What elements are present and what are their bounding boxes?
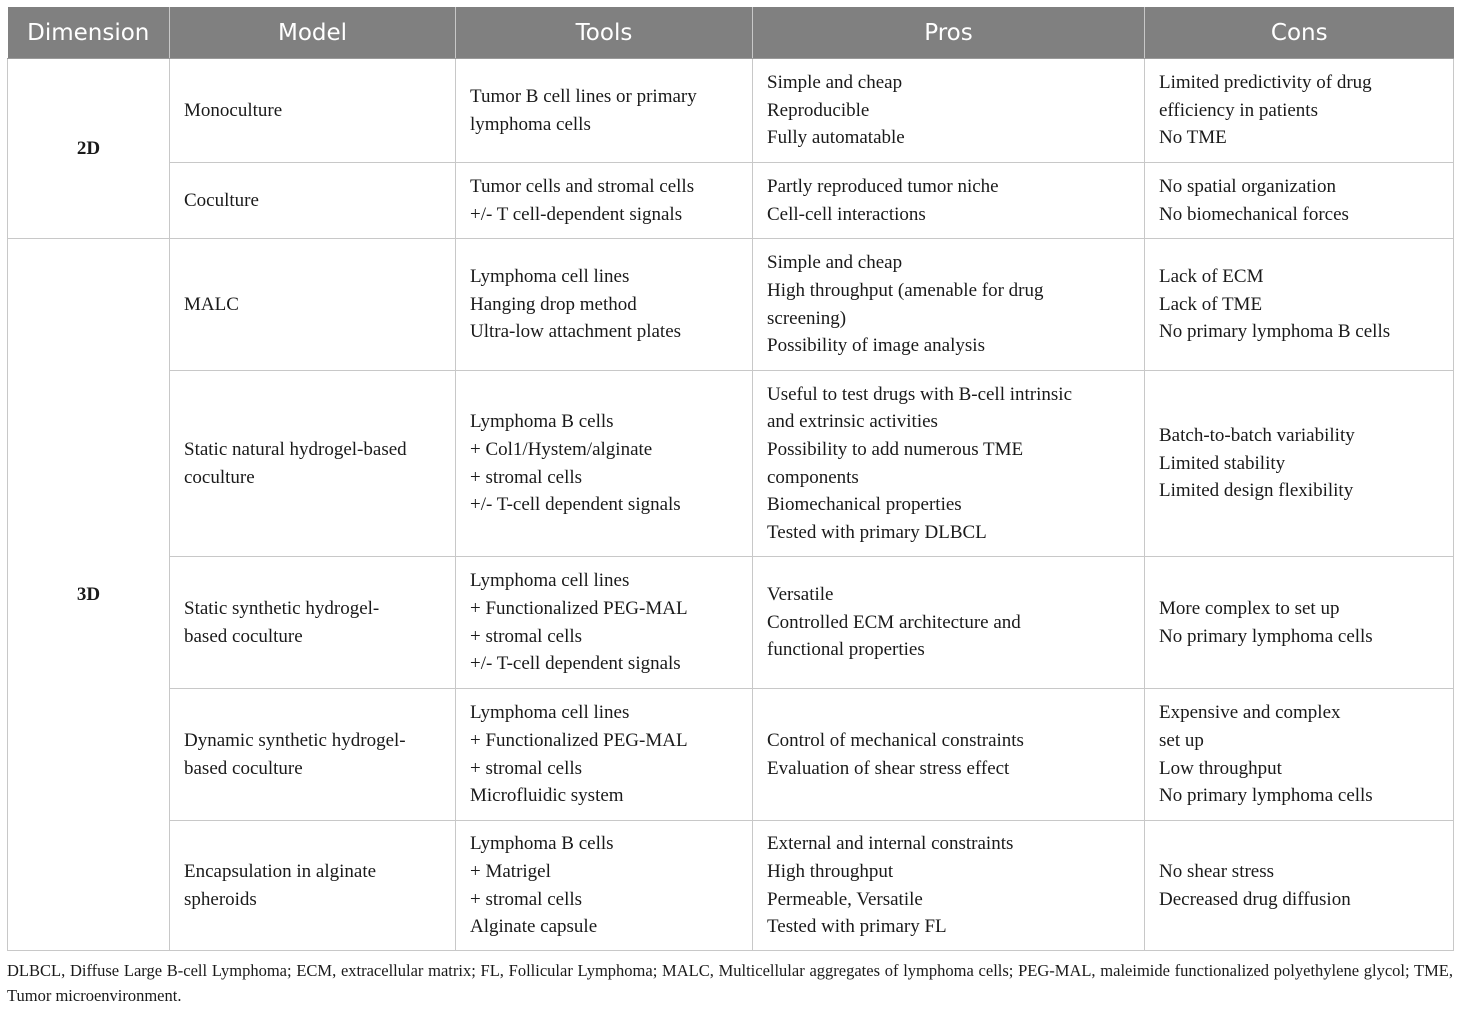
tools-text-line: +/- T-cell dependent signals xyxy=(470,494,681,516)
model-cell xyxy=(170,59,456,163)
pros-text-line: functional properties xyxy=(767,639,925,661)
cons-text-line: No spatial organization xyxy=(1159,175,1336,197)
pros-text-line: Permeable, Versatile xyxy=(767,888,923,910)
table-body xyxy=(8,59,1454,951)
cons-text-line: Limited stability xyxy=(1159,452,1286,474)
cons-text-line: Limited predictivity of drug xyxy=(1159,72,1372,94)
pros-text-line: Controlled ECM architecture and xyxy=(767,611,1021,633)
tools-text-line: +/- T-cell dependent signals xyxy=(470,653,681,675)
tools-text-line: Lymphoma B cells xyxy=(470,411,614,433)
model-text-line: Encapsulation in alginate xyxy=(184,860,377,882)
tools-cell xyxy=(456,371,753,557)
pros-cell xyxy=(753,239,1145,371)
tools-cell xyxy=(456,59,753,163)
tools-text-line: Tumor B cell lines or primary xyxy=(470,85,697,107)
tools-cell xyxy=(456,557,753,689)
header-row xyxy=(8,7,1454,59)
tools-text-line: Hanging drop method xyxy=(470,293,637,315)
cons-cell xyxy=(1145,59,1454,163)
model-text-line: based coculture xyxy=(184,625,303,647)
pros-text-line: Simple and cheap xyxy=(767,252,903,274)
cons-text-line: Lack of ECM xyxy=(1159,266,1264,288)
tools-cell xyxy=(456,239,753,371)
tools-text-line: + stromal cells xyxy=(470,625,583,647)
model-cell xyxy=(170,371,456,557)
pros-cell xyxy=(753,163,1145,239)
cons-text-line: Expensive and complex xyxy=(1159,702,1341,724)
table-row xyxy=(8,689,1454,821)
cons-cell xyxy=(1145,239,1454,371)
comparison-table xyxy=(7,7,1454,951)
tools-text-line: Lymphoma cell lines xyxy=(470,266,630,288)
pros-text-line: Cell-cell interactions xyxy=(767,203,926,225)
model-text-line: Monoculture xyxy=(184,99,283,121)
model-cell xyxy=(170,689,456,821)
cons-text-line: Low throughput xyxy=(1159,757,1282,779)
cons-text-line: Batch-to-batch variability xyxy=(1159,425,1355,447)
footnote: DLBCL, Diffuse Large B-cell Lymphoma; ECM, extracellular matrix; FL, Follicular Lymphoma; MALC, Multicellular aggregates of lymphoma cells; PEG-MAL, maleimide functionalized polyethylene glycol; TME, Tumor microenvironment. xyxy=(7,961,1453,1005)
pros-cell xyxy=(753,371,1145,557)
table-row xyxy=(8,163,1454,239)
cons-cell xyxy=(1145,821,1454,951)
tools-text-line: + stromal cells xyxy=(470,466,583,488)
table-container xyxy=(7,7,1453,951)
cons-cell xyxy=(1145,163,1454,239)
cons-text-line: No primary lymphoma cells xyxy=(1159,785,1373,807)
table-row xyxy=(8,239,1454,371)
dimension-cell: 3D xyxy=(8,239,170,951)
pros-cell xyxy=(753,59,1145,163)
table-row xyxy=(8,371,1454,557)
pros-text-line: Versatile xyxy=(767,584,834,606)
tools-text-line: +/- T cell-dependent signals xyxy=(470,203,683,225)
cons-cell xyxy=(1145,371,1454,557)
tools-text-line: + stromal cells xyxy=(470,888,583,910)
cons-text-line: No primary lymphoma cells xyxy=(1159,625,1373,647)
cons-text-line: Limited design flexibility xyxy=(1159,480,1354,502)
model-text-line: Dynamic synthetic hydrogel- xyxy=(184,729,406,751)
pros-cell xyxy=(753,557,1145,689)
model-cell xyxy=(170,239,456,371)
cons-text-line: No biomechanical forces xyxy=(1159,203,1349,225)
tools-cell xyxy=(456,689,753,821)
pros-text-line: Possibility of image analysis xyxy=(767,335,985,357)
tools-text-line: Alginate capsule xyxy=(470,916,598,938)
pros-text-line: Evaluation of shear stress effect xyxy=(767,757,1010,779)
model-text-line: based coculture xyxy=(184,757,303,779)
pros-text-line: Tested with primary FL xyxy=(767,916,947,938)
pros-text-line: screening) xyxy=(767,307,847,329)
pros-text-line: Control of mechanical constraints xyxy=(767,729,1024,751)
header-dimension: Dimension xyxy=(8,7,170,59)
cons-text-line: No TME xyxy=(1159,127,1227,149)
model-text-line: Static natural hydrogel-based xyxy=(184,438,407,460)
tools-text-line: Lymphoma B cells xyxy=(470,833,614,855)
pros-text-line: Reproducible xyxy=(767,99,870,121)
model-text-line: spheroids xyxy=(184,888,257,910)
header-model: Model xyxy=(170,7,456,59)
pros-text-line: Tested with primary DLBCL xyxy=(767,521,987,543)
model-cell xyxy=(170,557,456,689)
tools-text-line: Lymphoma cell lines xyxy=(470,570,630,592)
tools-text-line: Tumor cells and stromal cells xyxy=(470,175,695,197)
cons-cell xyxy=(1145,557,1454,689)
header-cons: Cons xyxy=(1145,7,1454,59)
pros-cell xyxy=(753,821,1145,951)
tools-text-line: + stromal cells xyxy=(470,757,583,779)
cons-text-line: efficiency in patients xyxy=(1159,99,1318,121)
model-text-line: Coculture xyxy=(184,189,259,211)
pros-text-line: Biomechanical properties xyxy=(767,494,962,516)
model-text-line: Static synthetic hydrogel- xyxy=(184,597,380,619)
model-text-line: MALC xyxy=(184,293,239,315)
pros-text-line: components xyxy=(767,466,859,488)
pros-text-line: Simple and cheap xyxy=(767,72,903,94)
cons-text-line: Decreased drug diffusion xyxy=(1159,888,1351,910)
pros-text-line: High throughput xyxy=(767,860,894,882)
cons-text-line: set up xyxy=(1159,729,1204,751)
table-row xyxy=(8,821,1454,951)
header-pros: Pros xyxy=(753,7,1145,59)
pros-text-line: External and internal constraints xyxy=(767,833,1014,855)
pros-text-line: Possibility to add numerous TME xyxy=(767,438,1024,460)
model-cell xyxy=(170,163,456,239)
cons-cell xyxy=(1145,689,1454,821)
pros-text-line: and extrinsic activities xyxy=(767,411,938,433)
table-row xyxy=(8,59,1454,163)
table-row xyxy=(8,557,1454,689)
tools-text-line: Ultra-low attachment plates xyxy=(470,321,682,343)
header-tools: Tools xyxy=(456,7,753,59)
tools-text-line: Lymphoma cell lines xyxy=(470,702,630,724)
model-cell xyxy=(170,821,456,951)
tools-text-line: + Functionalized PEG-MAL xyxy=(470,729,688,751)
pros-text-line: High throughput (amenable for drug xyxy=(767,279,1044,301)
pros-text-line: Partly reproduced tumor niche xyxy=(767,175,999,197)
tools-text-line: + Col1/Hystem/alginate xyxy=(470,438,653,460)
tools-cell xyxy=(456,821,753,951)
tools-text-line: + Matrigel xyxy=(470,860,551,882)
tools-cell xyxy=(456,163,753,239)
pros-cell xyxy=(753,689,1145,821)
cons-text-line: More complex to set up xyxy=(1159,597,1340,619)
tools-text-line: lymphoma cells xyxy=(470,113,591,135)
cons-text-line: No primary lymphoma B cells xyxy=(1159,321,1391,343)
dimension-cell: 2D xyxy=(8,59,170,239)
model-text-line: coculture xyxy=(184,466,255,488)
tools-text-line: + Functionalized PEG-MAL xyxy=(470,597,688,619)
cons-text-line: Lack of TME xyxy=(1159,293,1263,315)
pros-text-line: Fully automatable xyxy=(767,127,905,149)
pros-text-line: Useful to test drugs with B-cell intrinsic xyxy=(767,383,1073,405)
cons-text-line: No shear stress xyxy=(1159,860,1275,882)
tools-text-line: Microfluidic system xyxy=(470,785,624,807)
